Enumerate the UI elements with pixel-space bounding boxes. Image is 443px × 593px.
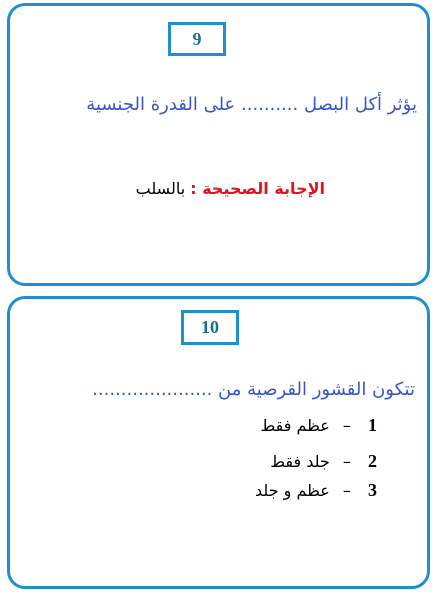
question-card-10 [7,296,430,589]
question-text: يؤثر أكل البصل .......... على القدرة الجنسية [86,94,417,115]
option-text: عظم و جلد [255,481,330,500]
question-number: 9 [192,29,202,49]
option-number: 2 [368,451,377,471]
option-dash: – [342,481,351,500]
option-text: جلد فقط [270,452,330,471]
answer-value: بالسلب [135,179,186,198]
answer-line [136,179,325,198]
option-2 [270,451,377,472]
option-number: 1 [368,415,377,435]
question-number: 10 [201,317,219,337]
option-number: 3 [368,480,377,500]
question-number-box [181,310,239,345]
question-text: تتكون القشور القرصية من ..................... [92,379,415,400]
option-dash: – [342,452,351,471]
option-3 [255,480,377,501]
question-card-9 [7,3,430,286]
option-dash: – [342,416,351,435]
option-1 [260,415,377,436]
answer-label: الإجابة الصحيحة : [190,179,325,198]
question-number-box [168,22,226,56]
option-text: عظم فقط [260,416,330,435]
